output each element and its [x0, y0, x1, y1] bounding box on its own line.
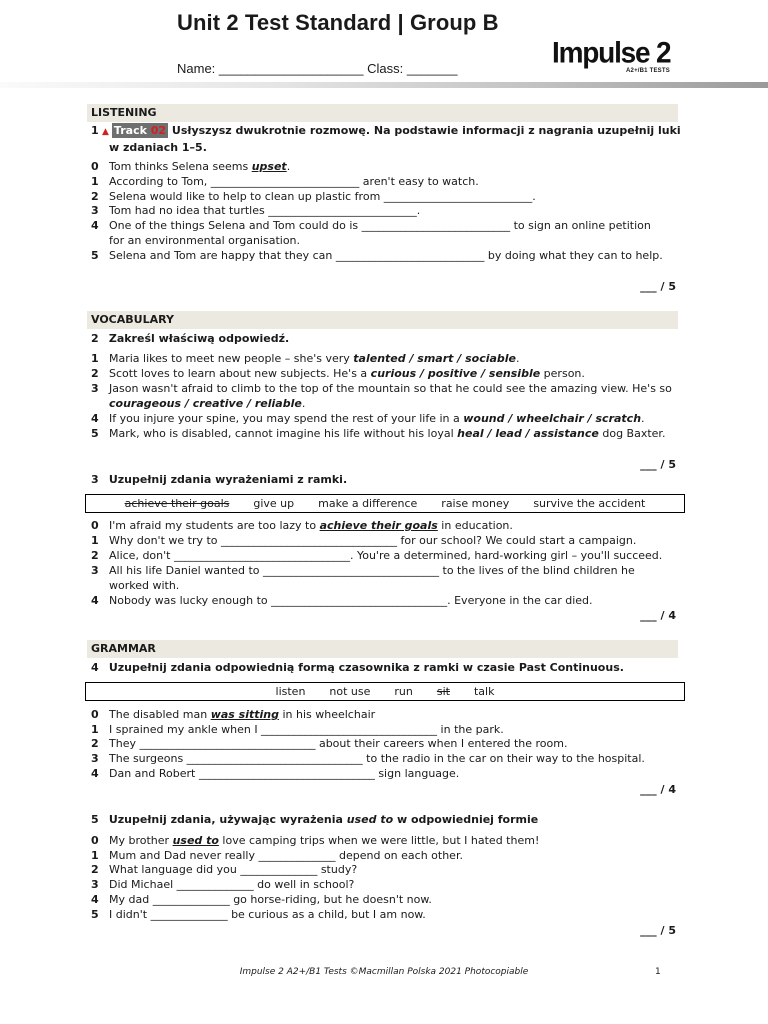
list-item: 0 Tom thinks Selena seems upset. — [91, 160, 291, 173]
score-box: ___ / 5 — [640, 280, 676, 293]
example-answer: achieve their goals — [319, 519, 438, 532]
list-item: 4 If you injure your spine, you may spend the rest of your life in a wound / wheelchair / scratch. — [91, 412, 645, 425]
header-band — [0, 82, 768, 88]
list-item: 1 According to Tom, ___________________________ aren't easy to watch. — [91, 175, 479, 188]
page-number: 1 — [655, 967, 661, 977]
section-heading-listening: LISTENING — [87, 104, 678, 122]
word-box-item: sit — [436, 685, 450, 698]
exercise-1-instruction — [91, 123, 681, 155]
answer-options: talented / smart / sociable — [353, 352, 517, 365]
word-box-item: make a difference — [318, 497, 418, 510]
list-item: 1 I sprained my ankle when I ________________________________ in the park. — [91, 723, 504, 736]
instruction-text-cont: w zdaniach 1–5. — [109, 141, 207, 154]
example-answer: upset — [251, 160, 287, 173]
list-item: 4 One of the things Selena and Tom could do is ___________________________ to sign an online petition for an environmental organisation. — [91, 219, 651, 247]
list-item: 3 Did Michael ______________ do well in school? — [91, 878, 355, 891]
list-item: 5 Selena and Tom are happy that they can ___________________________ by doing what they can to help. — [91, 249, 663, 262]
list-item: 2 What language did you ______________ study? — [91, 863, 358, 876]
list-item: 2 They ________________________________ about their careers when I entered the room. — [91, 737, 568, 750]
list-item: 3 The surgeons ________________________________ to the radio in the car on their way to the hospital. — [91, 752, 645, 765]
word-box-item: listen — [275, 685, 306, 698]
answer-options: wound / wheelchair / scratch — [463, 412, 642, 425]
answer-options: courageous / creative / reliable — [109, 396, 302, 410]
answer-options: curious / positive / sensible — [370, 367, 541, 380]
word-box — [85, 494, 685, 513]
instruction-text: Usłyszysz dwukrotnie rozmowę. Na podstawie informacji z nagrania uzupełnij luki — [171, 124, 681, 137]
list-item: 5 I didn't ______________ be curious as a child, but I am now. — [91, 908, 426, 921]
score-box: ___ / 5 — [640, 458, 676, 471]
exercise-number: 1 — [91, 124, 99, 137]
list-item: 3 All his life Daniel wanted to ________________________________ to the lives of the blind children he worked with. — [91, 564, 635, 592]
list-item: 1 Why don't we try to ________________________________ for our school? We could start a campaign. — [91, 534, 637, 547]
word-box-item: not use — [329, 685, 371, 698]
exercise-3-instruction: 3 Uzupełnij zdania wyrażeniami z ramki. — [91, 473, 348, 486]
mortarboard-icon: ▲ — [102, 127, 109, 137]
word-box — [85, 682, 685, 701]
list-item: 2 Scott loves to learn about new subjects. He's a curious / positive / sensible person. — [91, 367, 585, 380]
footer-copyright: Impulse 2 A2+/B1 Tests ©Macmillan Polska 2021 Photocopiable — [239, 967, 529, 977]
score-box: ___ / 5 — [640, 924, 676, 937]
list-item: 0 The disabled man was sitting in his wheelchair — [91, 708, 376, 721]
name-class-line: Name: ____________________ Class: _______ — [177, 61, 458, 76]
list-item: 3 Jason wasn't afraid to climb to the top of the mountain so that he could see the amazing view. He's so courageous / creative / reliable. — [91, 382, 672, 410]
page-title: Unit 2 Test Standard | Group B — [177, 10, 499, 35]
word-box-item: raise money — [441, 497, 510, 510]
section-heading-vocabulary: VOCABULARY — [87, 311, 678, 329]
word-box-item: give up — [253, 497, 295, 510]
word-box-item: talk — [473, 685, 495, 698]
example-answer: was sitting — [210, 708, 279, 721]
word-box-item: run — [394, 685, 413, 698]
logo-subtitle: A2+/B1 TESTS — [626, 68, 670, 74]
list-item: 4 Nobody was lucky enough to ________________________________. Everyone in the car died. — [91, 594, 593, 607]
list-item: 1 Maria likes to meet new people – she's very talented / smart / sociable. — [91, 352, 520, 365]
exercise-5-instruction: 5 Uzupełnij zdania, używając wyrażenia used to w odpowiedniej formie — [91, 813, 539, 826]
list-item: 0 My brother used to love camping trips when we were little, but I hated them! — [91, 834, 540, 847]
list-item: 2 Selena would like to help to clean up plastic from ___________________________. — [91, 190, 536, 203]
list-item: 0 I'm afraid my students are too lazy to achieve their goals in education. — [91, 519, 513, 532]
list-item: 4 Dan and Robert ________________________________ sign language. — [91, 767, 460, 780]
list-item: 4 My dad ______________ go horse-riding, but he doesn't now. — [91, 893, 432, 906]
word-box-item: survive the accident — [533, 497, 646, 510]
list-item: 1 Mum and Dad never really ______________ depend on each other. — [91, 849, 463, 862]
answer-options: heal / lead / assistance — [457, 427, 599, 440]
impulse-logo: Impulse 2 — [552, 36, 671, 69]
track-badge: Track 02 — [113, 124, 167, 137]
list-item: 3 Tom had no idea that turtles ___________________________. — [91, 204, 421, 217]
word-box-item: achieve their goals — [124, 497, 230, 510]
example-answer: used to — [172, 834, 219, 847]
exercise-4-instruction: 4 Uzupełnij zdania odpowiednią formą czasownika z ramki w czasie Past Continuous. — [91, 661, 624, 674]
section-heading-grammar: GRAMMAR — [87, 640, 678, 658]
score-box: ___ / 4 — [640, 609, 676, 622]
list-item: 2 Alice, don't ________________________________. You're a determined, hard-working girl – you'll succeed. — [91, 549, 663, 562]
score-box: ___ / 4 — [640, 783, 676, 796]
list-item: 5 Mark, who is disabled, cannot imagine his life without his loyal heal / lead / assistance dog Baxter. — [91, 427, 666, 440]
exercise-2-instruction: 2 Zakreśl właściwą odpowiedź. — [91, 332, 290, 345]
